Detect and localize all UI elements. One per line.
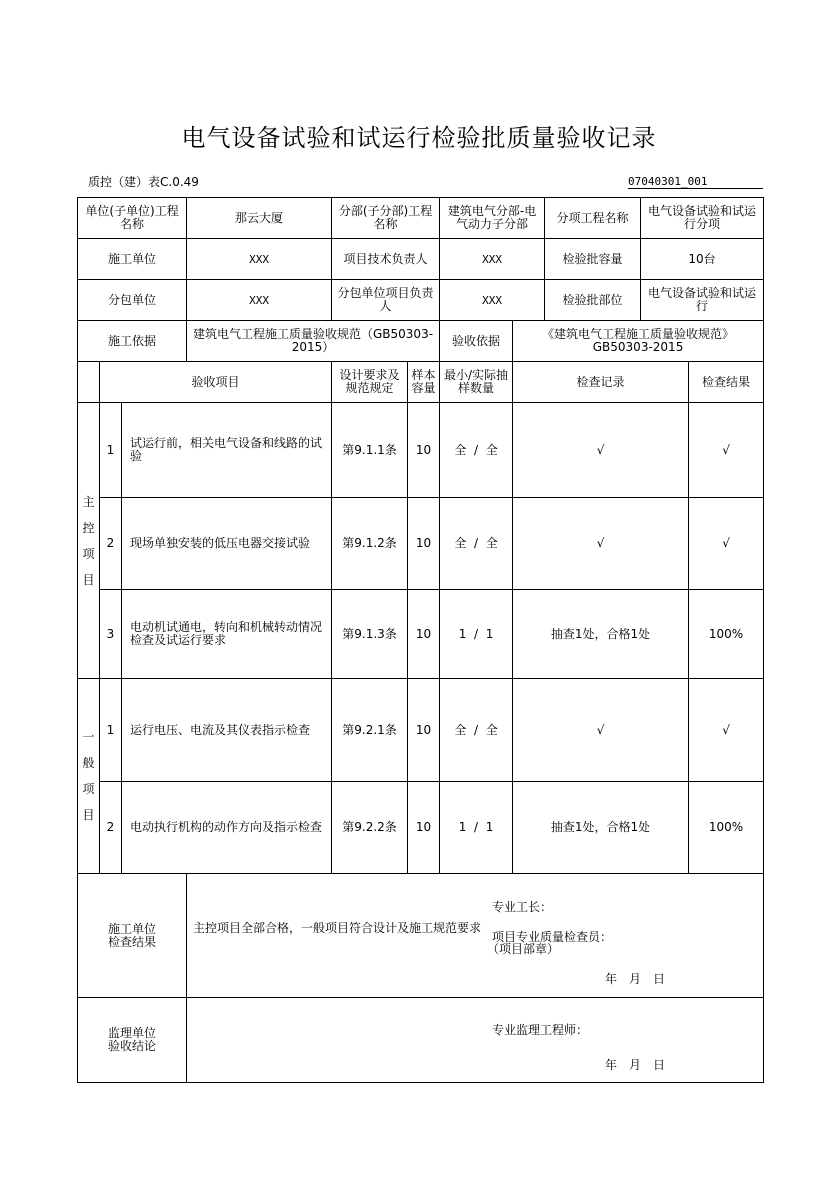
item-result: 100% <box>689 782 764 874</box>
item-text: 现场单独安装的低压电器交接试验 <box>122 498 332 590</box>
item-clause: 第9.1.1条 <box>332 403 408 498</box>
sub-lead-value: XXX <box>440 280 545 321</box>
item-clause: 第9.2.1条 <box>332 679 408 782</box>
serial-number: 07040301_001 <box>628 175 763 189</box>
item-record: 抽查1处，合格1处 <box>513 782 689 874</box>
page-title: 电气设备试验和试运行检验批质量验收记录 <box>181 124 657 152</box>
engineer-label: 专业监理工程师： <box>492 1023 589 1037</box>
col-design: 设计要求及规范规定 <box>332 362 408 403</box>
item-record: 抽查1处，合格1处 <box>513 590 689 679</box>
item-record: √ <box>513 498 689 590</box>
item-no: 1 <box>100 679 122 782</box>
basis-value: 建筑电气工程施工质量验收规范（GB50303-2015） <box>187 321 440 362</box>
acceptance-table <box>77 197 764 1083</box>
item-text: 电动机试通电，转向和机械转动情况检查及试运行要求 <box>122 590 332 679</box>
capacity-label: 检验批容量 <box>545 239 641 280</box>
item-no: 2 <box>100 498 122 590</box>
group-label: 一般项目 <box>78 679 100 874</box>
subcontractor-value: XXX <box>187 280 332 321</box>
item-result: √ <box>689 498 764 590</box>
item-min-actual: 全 / 全 <box>440 403 513 498</box>
item-min-actual: 全 / 全 <box>440 498 513 590</box>
unit-label: 单位(子单位)工程名称 <box>78 198 187 239</box>
accept-basis-value: 《建筑电气工程施工质量验收规范》GB50303-2015 <box>513 321 764 362</box>
contractor-date: 年 月 日 <box>605 972 666 986</box>
table-row <box>78 403 764 498</box>
col-result: 检查结果 <box>689 362 764 403</box>
item-text: 运行电压、电流及其仪表指示检查 <box>122 679 332 782</box>
blank-cell <box>78 362 100 403</box>
subitem-label: 分项工程名称 <box>545 198 641 239</box>
tech-lead-value: XXX <box>440 239 545 280</box>
subitem-value: 电气设备试验和试运行分项 <box>641 198 764 239</box>
item-record: √ <box>513 679 689 782</box>
accept-basis-label: 验收依据 <box>440 321 513 362</box>
group-label: 主控项目 <box>78 403 100 679</box>
item-min-actual: 1 / 1 <box>440 782 513 874</box>
col-min-actual: 最小/实际抽样数量 <box>440 362 513 403</box>
foreman-label: 专业工长： <box>492 900 553 914</box>
item-min-actual: 1 / 1 <box>440 590 513 679</box>
subcontractor-label: 分包单位 <box>78 280 187 321</box>
division-value: 建筑电气分部-电气动力子分部 <box>440 198 545 239</box>
item-min-actual: 全 / 全 <box>440 679 513 782</box>
item-clause: 第9.2.2条 <box>332 782 408 874</box>
capacity-value: 10台 <box>641 239 764 280</box>
contractor-check-label: 施工单位检查结果 <box>78 874 187 998</box>
item-sample: 10 <box>408 403 440 498</box>
supervisor-date: 年 月 日 <box>605 1058 666 1072</box>
item-sample: 10 <box>408 498 440 590</box>
basis-label: 施工依据 <box>78 321 187 362</box>
item-no: 1 <box>100 403 122 498</box>
form-code: 质控（建）表C.0.49 <box>88 175 199 189</box>
inspector-label: 项目专业质量检查员： <box>492 930 613 944</box>
item-text: 电动执行机构的动作方向及指示检查 <box>122 782 332 874</box>
item-result: 100% <box>689 590 764 679</box>
col-record: 检查记录 <box>513 362 689 403</box>
supervisor-check-label: 监理单位验收结论 <box>78 998 187 1083</box>
table-row <box>78 679 764 782</box>
division-label: 分部(子分部)工程名称 <box>332 198 440 239</box>
item-record: √ <box>513 403 689 498</box>
item-clause: 第9.1.2条 <box>332 498 408 590</box>
item-sample: 10 <box>408 590 440 679</box>
contractor-conclusion: 主控项目全部合格，一般项目符合设计及施工规范要求 <box>193 921 482 935</box>
item-result: √ <box>689 679 764 782</box>
item-clause: 第9.1.3条 <box>332 590 408 679</box>
contractor-label: 施工单位 <box>78 239 187 280</box>
location-value: 电气设备试验和试运行 <box>641 280 764 321</box>
item-result: √ <box>689 403 764 498</box>
item-no: 3 <box>100 590 122 679</box>
tech-lead-label: 项目技术负责人 <box>332 239 440 280</box>
item-no: 2 <box>100 782 122 874</box>
unit-value: 那云大厦 <box>187 198 332 239</box>
table-row <box>78 590 764 679</box>
item-sample: 10 <box>408 782 440 874</box>
col-item: 验收项目 <box>100 362 332 403</box>
table-row <box>78 782 764 874</box>
col-sample: 样本容量 <box>408 362 440 403</box>
table-row <box>78 498 764 590</box>
item-text: 试运行前，相关电气设备和线路的试验 <box>122 403 332 498</box>
sub-lead-label: 分包单位项目负责人 <box>332 280 440 321</box>
item-sample: 10 <box>408 679 440 782</box>
location-label: 检验批部位 <box>545 280 641 321</box>
contractor-value: XXX <box>187 239 332 280</box>
seal-label: （项目部章） <box>487 942 560 956</box>
